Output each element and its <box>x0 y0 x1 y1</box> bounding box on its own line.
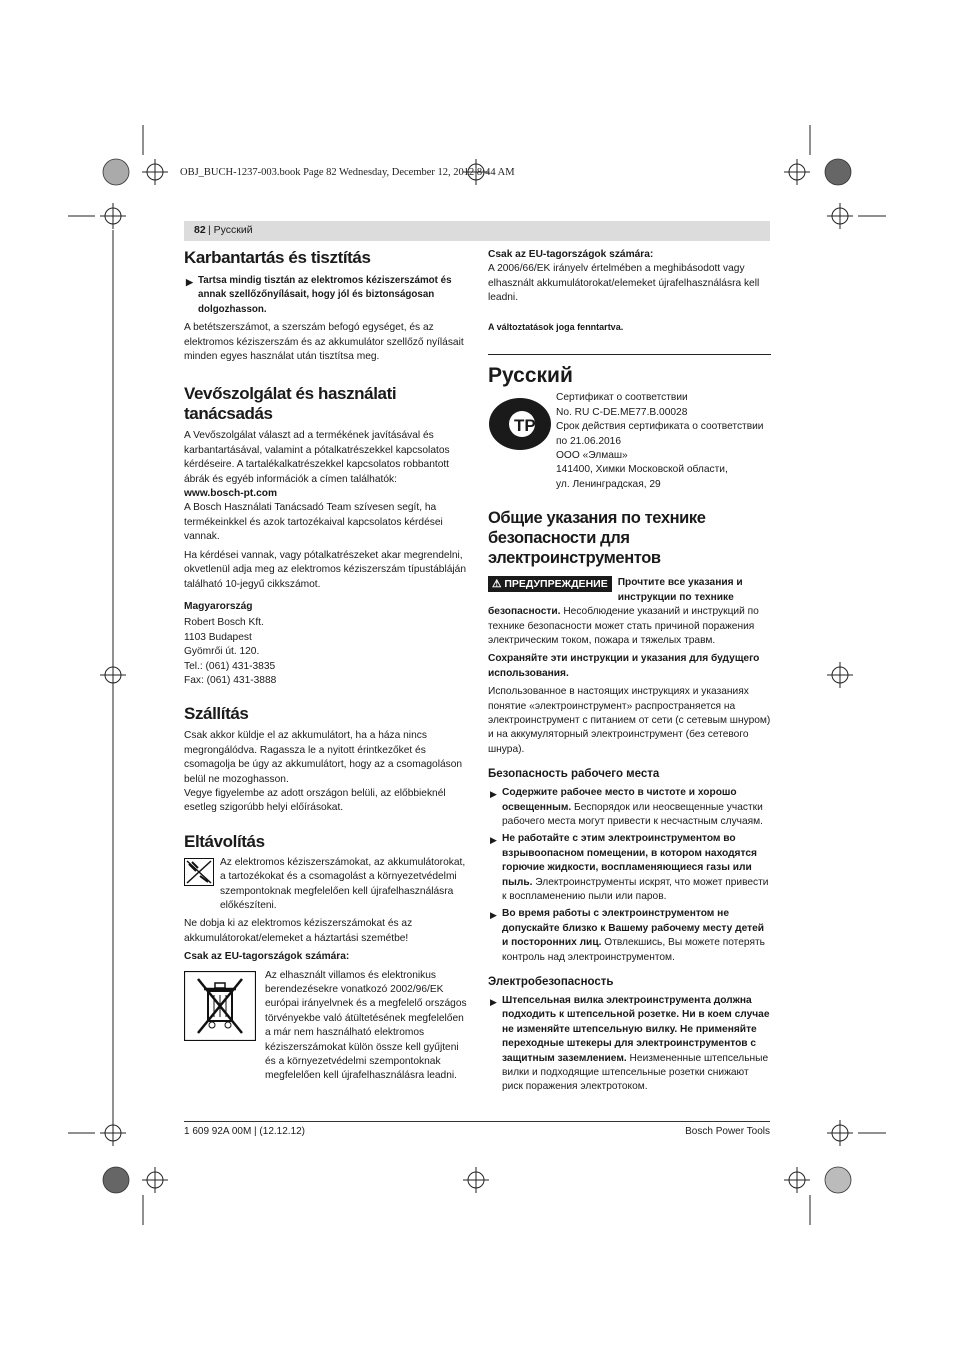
disposal-block <box>184 856 467 914</box>
term-paragraph: Использованное в настоящих инструкциях и указаниях понятие «электроинструмент» распространяется на электроинструмент с питанием от сети (с сетевым шнуром) и на аккумуляторный электроинструмент (без сетевого шнура). <box>488 686 771 755</box>
cert-line: ООО «Элмаш» <box>556 450 628 462</box>
warning-triangle-icon: ⚠ <box>492 578 502 591</box>
warning-bold: Прочтите все указания и инструкции по технике безопасности. <box>488 577 743 618</box>
heading-electric-safety: Электробезопасность <box>488 976 614 989</box>
address-line: Tel.: (061) 431-3835 <box>184 660 276 672</box>
address-block <box>184 616 467 688</box>
page-number: 82 <box>194 224 206 236</box>
workplace-bullet: ▶ Не работайте с этим электроинструментом во взрывоопасном помещении, в котором находятся горючие жидкости, воспламеняющиеся газы или пыль. Электроинструменты искрят, что может привести к воспламенению пыли или паров. <box>490 833 769 902</box>
service-url[interactable]: www.bosch-pt.com <box>184 488 278 500</box>
service-paragraph-2: A Bosch Használati Tanácsadó Team szívesen segít, ha termékeinkkel és azok tartozékaival kapcsolatos kérdései vannak. <box>184 502 443 543</box>
tp-certification-mark <box>488 397 552 451</box>
footer-brand: Bosch Power Tools <box>685 1126 770 1137</box>
address-line: Fax: (061) 431-3888 <box>184 674 277 686</box>
cert-line: 141400, Химки Московской области, <box>556 464 728 476</box>
crossed-tool-disposal-icon <box>184 858 214 886</box>
footer-doc-number: 1 609 92A 00M | (12.12.12) <box>184 1126 306 1137</box>
right-column <box>488 248 771 1095</box>
eu-label-right: Csak az EU-tagországok számára: <box>488 249 654 260</box>
eu-paragraph-left: Az elhasznált villamos és elektronikus berendezésekre vonatkozó 2002/96/EK európai irányelvnek és a megfelelő országos törvényekbe való átültetésének megfelelően a már nem használható elektromos kéziszerszámokat külön össze kell gyűjteni és a környezetvédelmi szempontoknak megfelelően kell újrafelhasználásra leadni. <box>265 969 467 1082</box>
eu-block-left <box>184 969 467 1084</box>
russian-section <box>488 354 771 388</box>
address-line: Robert Bosch Kft. <box>184 617 264 629</box>
keep-instructions: Сохраняйте эти инструкции и указания для будущего использования. <box>488 653 760 679</box>
maint-paragraph: A betétszerszámot, a szerszám befogó egységet, és az elektromos kéziszerszám és az akkumulátor szellőző nyílásait minden egyes használat után tisztítsa meg. <box>184 322 464 363</box>
crossed-bin-icon <box>184 971 256 1041</box>
heading-maintenance: Karbantartás és tisztítás <box>184 248 371 267</box>
electric-bullet: ▶ Штепсельная вилка электроинструмента должна подходить к штепсельной розетке. Ни в коем случае не изменяйте штепсельную вилку. Не применяйте переходные штекеры для электроинструментов с защитным заземлением. Неизмененные штепсельные вилки и подходящие штепсельные розетки снижают риск поражения электротоком. <box>490 995 770 1093</box>
cert-line: ул. Ленинградская, 29 <box>556 478 661 490</box>
warning-text: Несоблюдение указаний и инструкций по технике безопасности может стать причиной поражения электрическим током, пожара и тяжелых травм. <box>488 606 759 646</box>
bullet-icon: ▶ <box>186 277 193 287</box>
maint-bullet: ▶ Tartsa mindig tisztán az elektromos kéziszerszámot és annak szellőzőnyílásait, hogy jól és biztonságosan dolgozhasson. <box>186 275 452 315</box>
cert-line: по 21.06.2016 <box>556 435 622 447</box>
certificate-block <box>488 391 771 492</box>
left-column <box>184 248 467 1084</box>
cert-mark-text: TP <box>514 416 536 436</box>
bullet-icon: ▶ <box>490 910 497 921</box>
heading-workplace: Безопасность рабочего места <box>488 768 660 781</box>
heading-transport: Szállítás <box>184 704 249 724</box>
print-line: OBJ_BUCH-1237-003.book Page 82 Wednesday, December 12, 2012 8:44 AM <box>180 167 515 178</box>
address-line: 1103 Budapest <box>184 631 252 643</box>
workplace-bullet: ▶ Во время работы с электроинструментом не допускайте близко к Вашему рабочему месту детей и посторонних лиц. Отвлекшись, Вы можете потерять контроль над электроинструментом. <box>490 908 765 963</box>
warning-badge: ⚠ ПРЕДУПРЕЖДЕНИЕ <box>488 576 612 592</box>
heading-general-safety: Общие указания по технике безопасности для электроинструментов <box>488 509 706 568</box>
bullet-icon: ▶ <box>490 835 497 846</box>
country-label: Magyarország <box>184 600 253 612</box>
heading-russian: Русский <box>488 364 573 388</box>
transport-paragraph-1: Csak akkor küldje el az akkumulátort, ha a háza nincs megrongálódva. Ragassza le a nyitott érintkezőket és csomagolja be úgy az akkumulátort, hogy az a csomagoláson belül ne mozoghasson. <box>184 730 463 785</box>
eu-label-left: Csak az EU-tagországok számára: <box>184 951 350 963</box>
rights-note: A változtatások joga fenntartva. <box>488 321 624 332</box>
cert-line: No. RU C-DE.ME77.B.00028 <box>556 406 688 418</box>
workplace-bullet: ▶ Содержите рабочее место в чистоте и хорошо освещенным. Беспорядок или неосвещенные участки рабочего места могут привести к несчастным случаям. <box>490 787 764 827</box>
disposal-paragraph-2: Ne dobja ki az elektromos kéziszerszámokat és az akkumulátorokat/elemeket a háztartási szemétbe! <box>184 918 413 944</box>
disposal-paragraph-1: Az elektromos kéziszerszámokat, az akkumulátorokat, a tartozékokat és a csomagolást a környezetvédelmi szempontoknak megfelelően kell újrafelhasználásra előkészíteni. <box>220 856 466 911</box>
section-name: | Русский <box>208 224 253 236</box>
warning-block <box>488 576 771 648</box>
address-line: Gyömrői út. 120. <box>184 646 260 658</box>
footer-rule <box>184 1121 770 1122</box>
service-paragraph-3: Ha kérdései vannak, vagy pótalkatrészeket akar megrendelni, okvetlenül adja meg az elektromos kéziszerszám típustábláján található 10-jegyű cikkszámot. <box>184 549 466 590</box>
service-paragraph-1: A Vevőszolgálat választ ad a termékének javításával és karbantartásával, valamint a pótalkatrészekkel kapcsolatos kérdéseire. A tartalékalkatrészekkel kapcsolatos robbantott ábrák és egyéb információk a címen találhatók: <box>184 430 450 485</box>
cert-line: Сертификат о соответствии <box>556 392 688 404</box>
cert-line: Срок действия сертификата о соответствии <box>556 421 764 433</box>
page-header <box>184 221 770 241</box>
heading-disposal: Eltávolítás <box>184 831 265 851</box>
transport-paragraph-2: Vegye figyelembe az adott országon belüli, az előbbieknél esetleg szigorúbb helyi előírásokat. <box>184 787 446 814</box>
heading-service: Vevőszolgálat és használati tanácsadás <box>184 384 397 424</box>
bullet-icon: ▶ <box>490 789 497 800</box>
eu-paragraph-right: A 2006/66/EK irányelv értelmében a meghibásodott vagy elhasznált akkumulátorokat/elemeket újrafelhasználásra kell leadni. <box>488 263 760 304</box>
bullet-icon: ▶ <box>490 997 497 1008</box>
